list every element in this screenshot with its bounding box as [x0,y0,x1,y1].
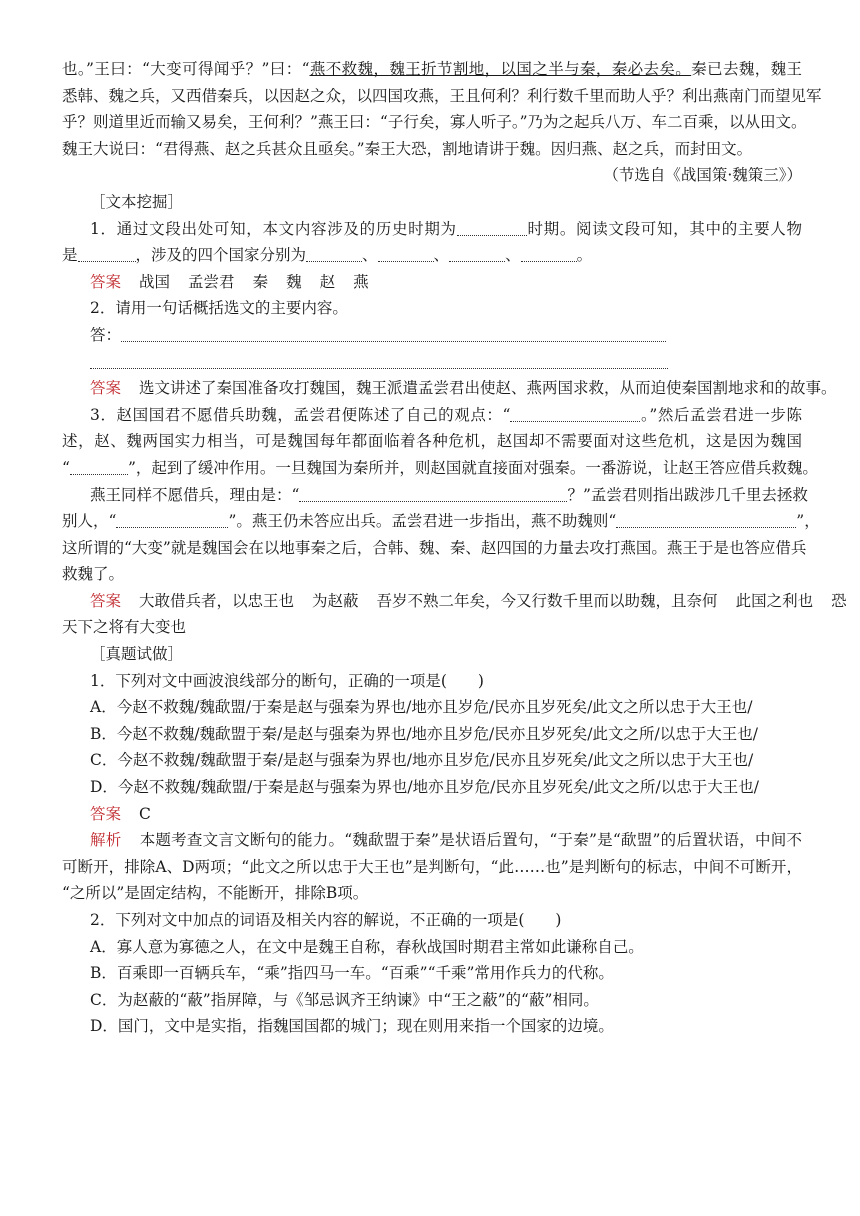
answer-label: 答案 [90,272,122,291]
answer-line [90,352,668,369]
answer-line [121,325,666,342]
question-text: ”，起到了缓冲作用。一旦魏国为秦所并，则赵国就直接面对强秦。一番游说，让赵王答应借兵救魏。 [127,458,818,477]
answer-1 [62,269,802,296]
answer-3-cont: 天下之将有大变也 [62,618,187,637]
question-3-cont: 救魏了。 [62,565,125,584]
question-text: ”， [796,512,820,531]
passage-text: 也。”王曰：“大变可得闻乎？”曰：“ [62,60,310,78]
answer-line-row [62,349,802,376]
answer-3 [62,588,847,615]
trial-question-2: 2．下列对文中加点的词语及相关内容的解说，不正确的一项是( ) [90,911,562,929]
fill-blank [299,485,567,502]
fill-blank [116,511,228,528]
question-text: “ [62,458,70,477]
question-3 [62,402,802,429]
answer-label: 答案 [90,379,122,398]
question-3-cont [62,482,808,509]
separator: 、 [362,246,378,265]
answer-item: 战国 [139,272,171,291]
question-1 [62,216,802,243]
answer-item: 秦 [252,272,269,291]
passage-text: 秦已去魏，魏王 [691,60,802,78]
fill-blank [378,245,434,262]
option-c: C．为赵蔽的“蔽”指屏障，与《邹忌讽齐王纳谏》中“王之蔽”的“蔽”相同。 [90,990,599,1009]
question-3-cont [62,455,818,482]
fill-blank [70,458,128,475]
answer-item: 大敢借兵者，以忠王也 [139,591,295,610]
question-text: 别人，“ [62,512,117,531]
question-3-cont [62,508,820,535]
fill-blank [78,245,136,262]
answer-2 [62,375,837,402]
passage-line: 乎？则道里近而输又易矣，王何利？”燕王曰：“子行矣，寡人听子。”乃为之起兵八万、车二百乘，以从田文。 [62,113,807,132]
question-text: 。”然后孟尝君进一步陈 [640,405,802,424]
question-text: ”。燕王仍未答应出兵。孟尝君进一步指出，燕不助魏则“ [228,512,617,531]
answer-prompt-label: 答： [90,325,122,344]
option-c: C．今赵不救魏/魏歃盟于秦/是赵与强秦为界也/地亦且岁危/民亦且岁死矣/此文之所以忠于大王也/ [90,751,754,770]
question-3-cont: 这所谓的“大变”就是魏国会在以地事秦之后，合韩、魏、秦、赵四国的力量去攻打燕国。燕王于是也答应借兵 [62,538,807,557]
answer-item: 吾岁不熟二年矣，今又行数千里而以助魏，且奈何 [376,591,718,610]
section-heading-trial: ［真题试做］ [90,645,184,664]
answer-item: 恐 [831,591,847,610]
option-b: B．今赵不救魏/魏歃盟于秦/是赵与强秦为界也/地亦且岁危/民亦且岁死矣/此文之所/以忠于大王也/ [90,724,758,743]
option-b: B．百乘即一百辆兵车，“乘”指四马一车。“百乘”“千乘”常用作兵力的代称。 [90,964,614,983]
analysis-label: 解析 [90,831,122,850]
answer-label: 答案 [90,591,122,610]
answer-prompt [62,322,802,349]
trial-question-1: 1．下列对文中画波浪线部分的断句，正确的一项是( ) [90,671,484,690]
option-a: A．今赵不救魏/魏歃盟/于秦是赵与强秦为界也/地亦且岁危/民亦且岁死矣/此文之所以忠于大王也/ [90,698,753,717]
answer-item: 此国之利也 [735,591,814,610]
question-text: 3．赵国国君不愿借兵助魏，孟尝君便陈述了自己的观点：“ [90,405,511,424]
fill-blank [521,245,577,262]
fill-blank [616,511,796,528]
question-text: ？”孟尝君则指出跋涉几千里去拯救 [567,485,808,504]
question-1-cont [62,242,802,269]
question-text: 是 [62,246,78,265]
passage-line [62,56,802,83]
question-text: ，涉及的四个国家分别为 [135,246,307,265]
answer-item: 燕 [353,272,369,291]
answer-text: 选文讲述了秦国准备攻打魏国，魏王派遣孟尝君出使赵、燕两国求救，从而迫使秦国割地求和的故事。 [139,379,837,398]
answer-item: 魏 [286,272,302,291]
analysis-cont: “之所以”是固定结构，不能断开，排除B项。 [62,884,369,903]
analysis-text: 本题考查文言文断句的能力。“魏歃盟于秦”是状语后置句，“于秦”是“歃盟”的后置状语，中间不 [139,831,802,850]
question-text: 燕王同样不愿借兵，理由是：“ [90,485,300,504]
document-page [62,56,847,1040]
option-a: A．寡人意为寡德之人，在文中是魏王自称，春秋战国时期君主常如此谦称自己。 [90,937,644,956]
fill-blank [510,405,640,422]
section-heading-mining: ［文本挖掘］ [90,192,184,211]
question-text: 1．通过文段出处可知，本文内容涉及的历史时期为 [90,219,457,238]
analysis-cont: 可断开，排除A、D两项；“此文之所以忠于大王也”是判断句，“此……也”是判断句的标志，中间不可断开， [62,857,802,876]
fill-blank [449,245,505,262]
underlined-sentence: 燕不救魏，魏王折节割地，以国之半与秦，秦必去矣。 [309,60,692,78]
option-d: D．今赵不救魏/魏歃盟/于秦是赵与强秦为界也/地亦且岁危/民亦且岁死矣/此文之所/以忠于大王也/ [90,778,759,797]
question-3-cont: 述，赵、魏两国实力相当，可是魏国每年都面临着各种危机，赵国却不需要面对这些危机，这是因为魏国 [62,432,802,451]
answer-label: 答案 [90,804,122,823]
analysis [62,827,802,854]
separator: 、 [433,246,450,265]
answer-item: 为赵蔽 [312,591,359,610]
answer-item: 孟尝君 [188,272,235,291]
passage-line: 悉韩、魏之兵，又西借秦兵，以因赵之众，以四国攻燕，王且何利？利行数千里而助人乎？利出燕南门而望见军 [62,86,822,105]
passage-source: （节选自《战国策·魏策三》） [603,166,802,185]
answer-item: 赵 [319,272,336,291]
period: 。 [576,246,593,265]
fill-blank [457,219,527,236]
question-2: 2．请用一句话概括选文的主要内容。 [90,299,348,318]
separator: 、 [505,246,521,265]
fill-blank [306,245,362,262]
passage-line: 魏王大说曰：“君得燕、赵之兵甚众且亟矣。”秦王大恐，割地请讲于魏。因归燕、赵之兵，而封田文。 [62,139,753,158]
option-d: D．国门，文中是实指，指魏国国都的城门；现在则用来指一个国家的边境。 [90,1017,614,1036]
answer-choice: C [139,804,151,823]
question-text: 时期。阅读文段可知，其中的主要人物 [526,219,802,238]
trial-answer-1 [62,801,802,828]
